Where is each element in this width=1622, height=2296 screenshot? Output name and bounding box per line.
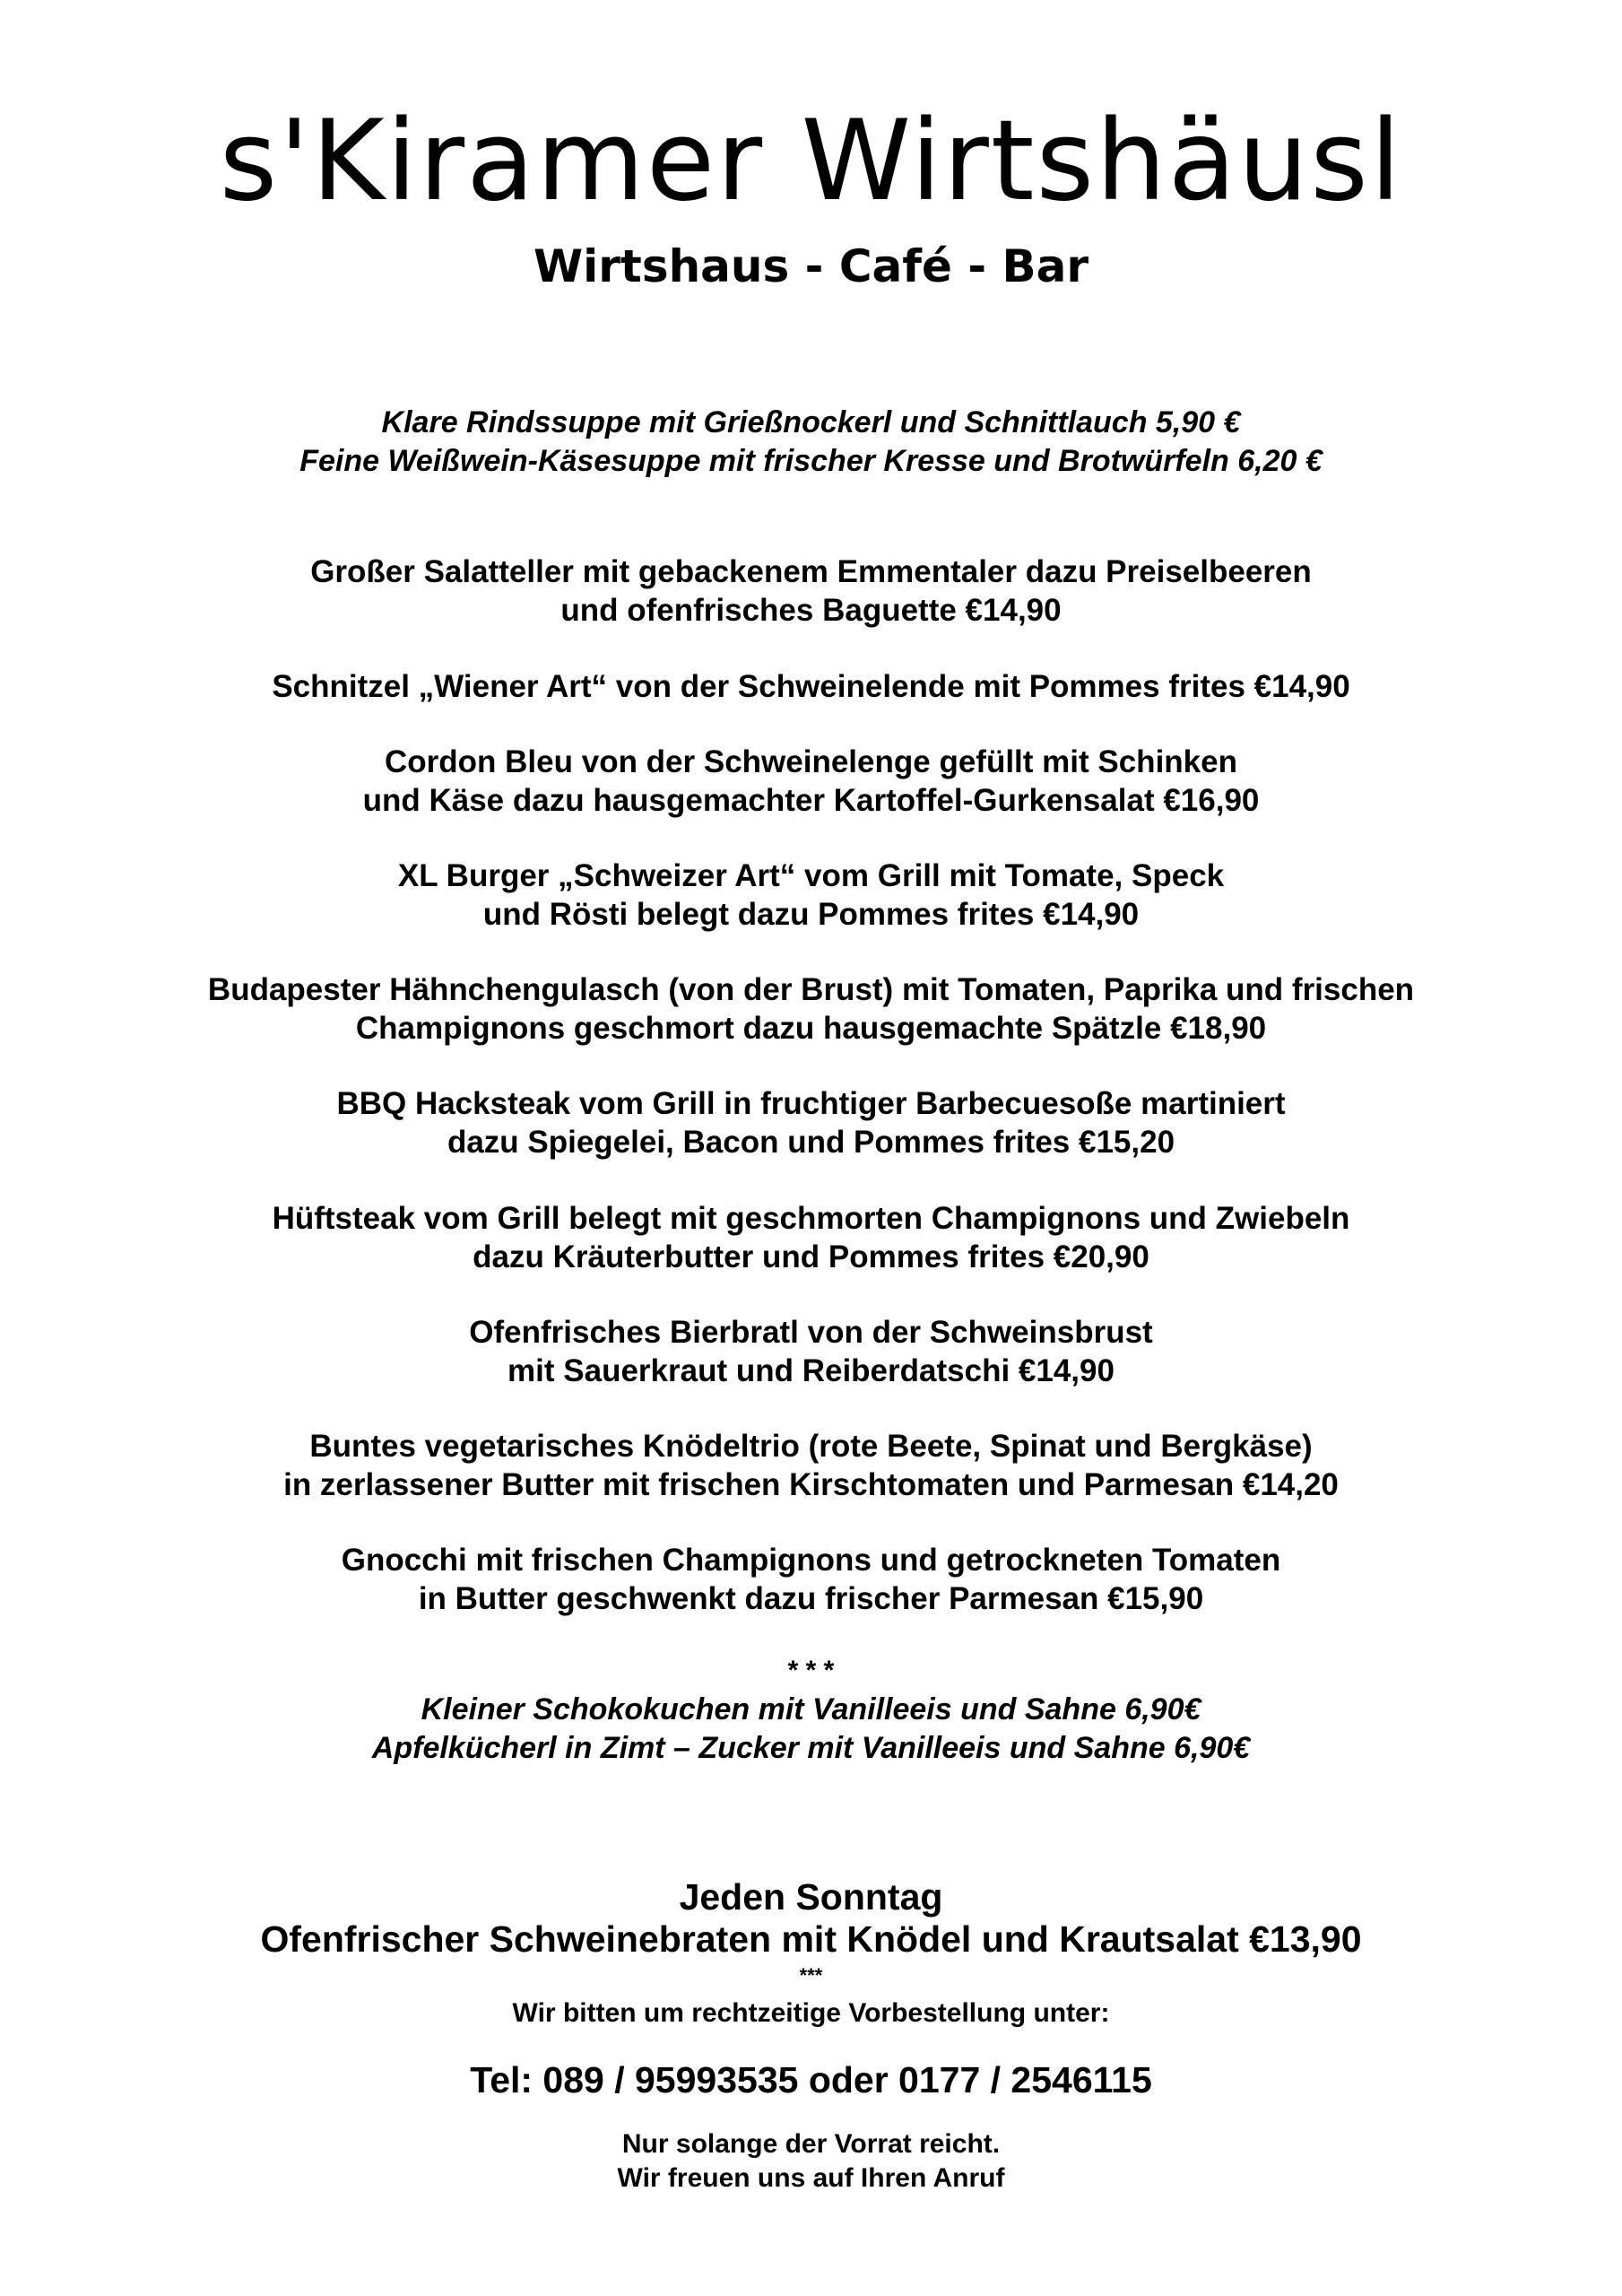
soup-item: Klare Rindssuppe mit Grießnockerl und Schnittlauch 5,90 € xyxy=(381,405,1241,439)
main-item-line: BBQ Hacksteak vom Grill in fruchtiger Barbecuesoße martiniert xyxy=(336,1086,1286,1121)
sunday-separator: *** xyxy=(799,1964,823,1987)
restaurant-logo-title: s'Kiramer Wirtshäusl xyxy=(219,97,1403,226)
main-item-line: Gnocchi mit frischen Champignons und getrockneten Tomaten xyxy=(341,1543,1281,1578)
main-item-line: Ofenfrisches Bierbratl von der Schweinsbrust xyxy=(469,1315,1153,1350)
soup-item: Feine Weißwein-Käsesuppe mit frischer Kresse und Brotwürfeln 6,20 € xyxy=(299,444,1323,478)
dessert-item: Apfelkücherl in Zimt – Zucker mit Vanilleeis und Sahne 6,90€ xyxy=(371,1731,1251,1765)
main-item-line: und Käse dazu hausgemachter Kartoffel-Gurkensalat €16,90 xyxy=(362,783,1260,818)
main-item-line: in zerlassener Butter mit frischen Kirschtomaten und Parmesan €14,20 xyxy=(283,1467,1339,1502)
section-separator: * * * xyxy=(787,1656,835,1685)
main-item-line: Großer Salatteller mit gebackenem Emmentaler dazu Preiselbeeren xyxy=(310,554,1312,589)
preorder-note: Wir bitten um rechtzeitige Vorbestellung unter: xyxy=(512,1998,1110,2028)
footer-line: Nur solange der Vorrat reicht. xyxy=(621,2129,1001,2159)
main-item-line: und ofenfrisches Baguette €14,90 xyxy=(560,593,1062,628)
main-item-line: dazu Kräuterbutter und Pommes frites €20,90 xyxy=(473,1239,1149,1274)
main-item-line: mit Sauerkraut und Reiberdatschi €14,90 xyxy=(507,1353,1115,1388)
sunday-dish: Ofenfrischer Schweinebraten mit Knödel und Krautsalat €13,90 xyxy=(260,1918,1362,1960)
main-item-line: Schnitzel „Wiener Art“ von der Schweinelende mit Pommes frites €14,90 xyxy=(272,669,1350,704)
main-item-line: Hüftsteak vom Grill belegt mit geschmorten Champignons und Zwiebeln xyxy=(272,1201,1350,1236)
main-item-line: Budapester Hähnchengulasch (von der Brust) mit Tomaten, Paprika und frischen xyxy=(207,972,1415,1007)
main-item-line: und Rösti belegt dazu Pommes frites €14,90 xyxy=(482,897,1140,932)
footer-line: Wir freuen uns auf Ihren Anruf xyxy=(617,2163,1005,2193)
dessert-item: Kleiner Schokokuchen mit Vanilleeis und Sahne 6,90€ xyxy=(421,1692,1201,1726)
restaurant-subtitle: Wirtshaus - Café - Bar xyxy=(533,240,1089,292)
main-item-line: dazu Spiegelei, Bacon und Pommes frites €15,20 xyxy=(447,1125,1175,1160)
main-item-line: in Butter geschwenkt dazu frischer Parmesan €15,90 xyxy=(418,1581,1204,1616)
main-item-line: Buntes vegetarisches Knödeltrio (rote Beete, Spinat und Bergkäse) xyxy=(309,1429,1313,1464)
main-item-line: Champignons geschmort dazu hausgemachte Spätzle €18,90 xyxy=(355,1011,1267,1046)
phone-numbers: Tel: 089 / 95993535 oder 0177 / 2546115 xyxy=(470,2059,1152,2100)
sunday-heading: Jeden Sonntag xyxy=(679,1876,943,1918)
main-item-line: Cordon Bleu von der Schweinelenge gefüllt mit Schinken xyxy=(385,744,1237,779)
main-item-line: XL Burger „Schweizer Art“ vom Grill mit Tomate, Speck xyxy=(397,858,1225,893)
